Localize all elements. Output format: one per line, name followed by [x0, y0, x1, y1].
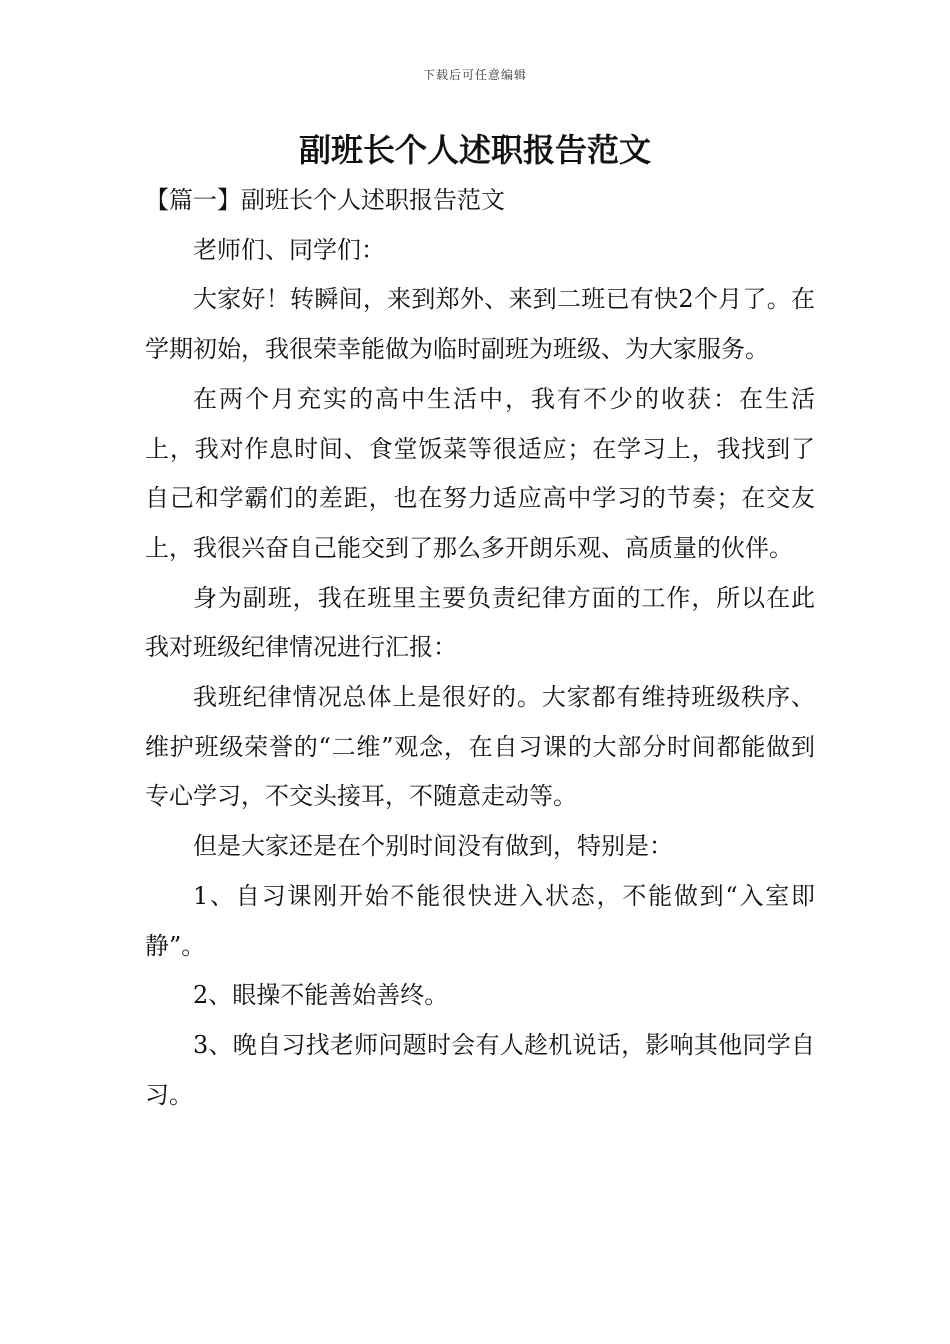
document-title: 副班长个人述职报告范文 — [298, 131, 651, 169]
header-note: 下载后可任意编辑 — [422, 68, 527, 82]
list-item: 2、眼操不能善始善终。 — [193, 981, 449, 1010]
paragraph: 大家好！转瞬间，来到郑外、来到二班已有快2个月了。在学期初始，我很荣幸能做为临时副班为班级、为大家服务。 — [145, 285, 815, 364]
list-item: 3、晚自习找老师问题时会有人趁机说话，影响其他同学自习。 — [145, 1030, 815, 1109]
list-item: 1、自习课刚开始不能很快进入状态，不能做到“入室即静”。 — [145, 881, 815, 960]
paragraph: 在两个月充实的高中生活中，我有不少的收获：在生活上，我对作息时间、食堂饭菜等很适应；在学习上，我找到了自己和学霸们的差距，也在努力适应高中学习的节奏；在交友上，我很兴奋自己能交到了那么多开朗乐观、高质量的伙伴。 — [145, 384, 815, 562]
paragraph: 我班纪律情况总体上是很好的。大家都有维持班级秩序、维护班级荣誉的“二维”观念，在自习课的大部分时间都能做到专心学习，不交头接耳，不随意走动等。 — [145, 683, 815, 811]
paragraph-greeting: 老师们、同学们： — [193, 235, 385, 264]
section-heading: 【篇一】副班长个人述职报告范文 — [145, 186, 505, 214]
paragraph: 但是大家还是在个别时间没有做到，特别是： — [193, 832, 673, 861]
paragraph: 身为副班，我在班里主要负责纪律方面的工作，所以在此我对班级纪律情况进行汇报： — [145, 583, 815, 662]
document-body — [145, 176, 815, 1120]
